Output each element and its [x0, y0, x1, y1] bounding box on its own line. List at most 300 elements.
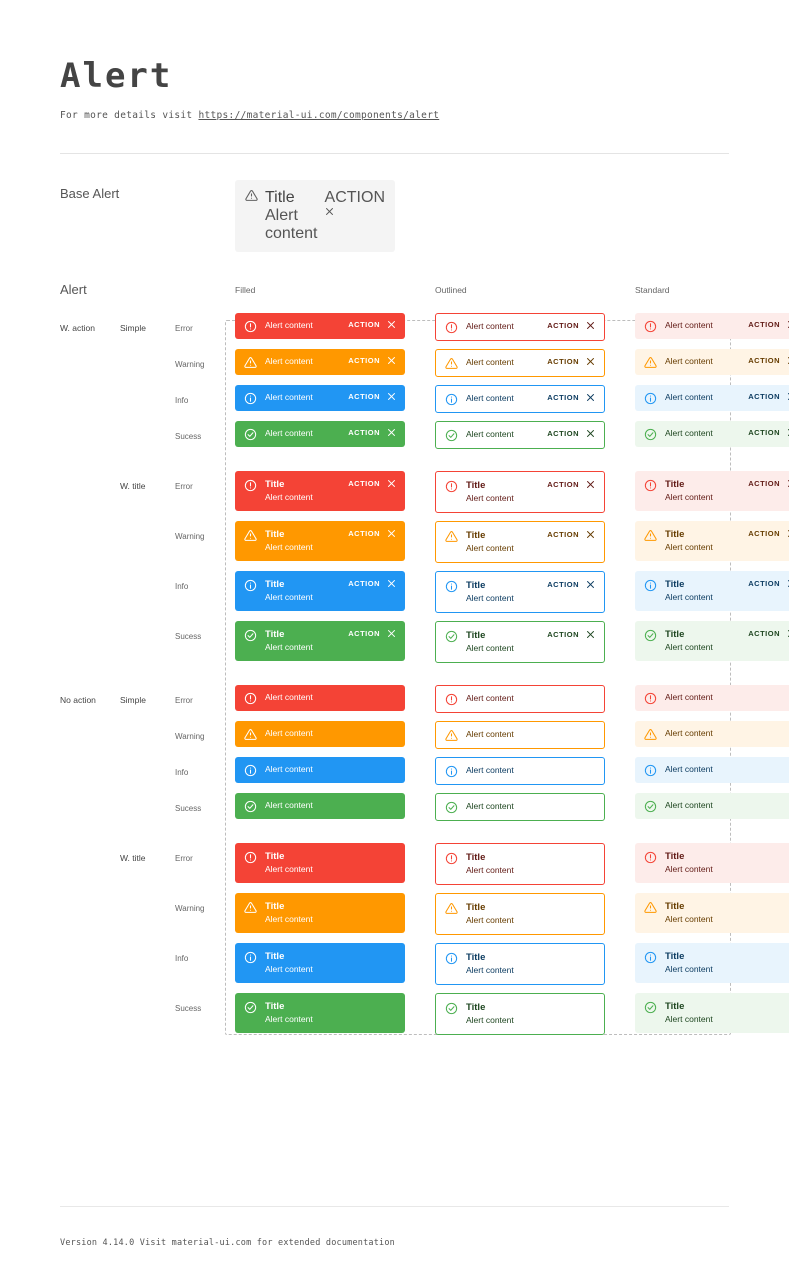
alert-action-button[interactable]: ACTION: [547, 393, 579, 402]
column-header-outlined: Outlined: [435, 284, 467, 295]
row-severity-label: Error: [175, 696, 193, 705]
alert-cell-standard: [635, 571, 789, 611]
alert-outlined-sucess[interactable]: [435, 621, 605, 663]
alert-cell-outlined: [435, 521, 605, 563]
alert-outlined-error[interactable]: [435, 313, 605, 341]
alert-matrix-row: [60, 421, 780, 449]
alert-action-button[interactable]: ACTION: [547, 580, 579, 589]
alert-content: Alert content: [466, 915, 514, 925]
alert-content: Alert content: [265, 800, 313, 810]
alert-title: Title: [466, 530, 486, 541]
alert-cell-filled: [235, 571, 405, 611]
alert-cell-outlined: [435, 993, 605, 1035]
row-severity-label: Info: [175, 954, 189, 963]
row-group-label: [60, 993, 120, 1003]
close-icon[interactable]: [387, 392, 396, 401]
alert-content: Alert content: [466, 865, 514, 875]
alert-title: Title: [265, 851, 285, 862]
alert-action-button[interactable]: ACTION: [748, 579, 780, 588]
alert-filled-sucess[interactable]: [235, 621, 405, 661]
alert-body: [265, 691, 396, 704]
alert-cell-standard: [635, 943, 789, 983]
check-circle-icon: [445, 1002, 458, 1015]
alert-outlined-info[interactable]: [435, 571, 605, 613]
alert-content: Alert content: [665, 692, 713, 702]
info-circle-icon: [445, 393, 458, 406]
alert-actions: [748, 528, 789, 538]
alert-title: Title: [265, 951, 285, 962]
alert-actions: [547, 392, 595, 402]
warning-triangle-icon: [445, 357, 458, 370]
row-group-label: [60, 793, 120, 803]
row-group-label: [60, 421, 120, 431]
alert-content: Alert content: [466, 693, 514, 703]
alert-body: [665, 427, 740, 440]
close-icon[interactable]: [387, 479, 396, 488]
alert-body: [466, 1001, 595, 1027]
alert-body: [265, 900, 396, 926]
alert-cell-standard: [635, 349, 789, 375]
alert-body: [265, 528, 340, 554]
close-icon[interactable]: [387, 428, 396, 437]
alert-content: Alert content: [265, 320, 313, 330]
error-circle-icon: [445, 321, 458, 334]
alert-body: [466, 692, 595, 705]
alert-matrix-row: [60, 571, 780, 613]
alert-standard-warning[interactable]: [635, 521, 789, 561]
row-kind-label: [120, 349, 175, 359]
alert-action-button[interactable]: ACTION: [348, 529, 380, 538]
alert-title: Title: [665, 629, 685, 640]
row-kind-label: W. title: [120, 853, 146, 863]
warning-triangle-icon: [445, 530, 458, 543]
alert-content: Alert content: [665, 642, 713, 652]
row-kind-label: Simple: [120, 323, 146, 333]
page-title: Alert: [60, 56, 173, 96]
alert-body: [466, 320, 539, 333]
error-circle-icon: [244, 320, 257, 333]
alert-content: Alert content: [665, 392, 713, 402]
alert-standard-error[interactable]: [635, 843, 789, 883]
alert-cell-standard: [635, 471, 789, 511]
alert-title: Title: [265, 479, 285, 490]
alert-title: Title: [665, 479, 685, 490]
alert-outlined-error[interactable]: [435, 471, 605, 513]
info-circle-icon: [644, 392, 657, 405]
alert-action-button[interactable]: ACTION: [748, 392, 780, 401]
alert-actions: [547, 629, 595, 639]
alert-content: Alert content: [466, 1015, 514, 1025]
alert-body: [265, 763, 396, 776]
close-icon[interactable]: [586, 630, 595, 639]
alert-content: Alert content: [466, 357, 514, 367]
alert-title: Title: [466, 952, 486, 963]
alert-cell-filled: [235, 943, 405, 983]
alert-actions: [748, 391, 789, 401]
alert-action-button[interactable]: ACTION: [348, 629, 380, 638]
error-circle-icon: [445, 852, 458, 865]
row-group-label: [60, 843, 120, 853]
alert-action-button[interactable]: ACTION: [547, 630, 579, 639]
close-icon[interactable]: [387, 356, 396, 365]
close-icon[interactable]: [387, 579, 396, 588]
alert-cell-outlined: [435, 471, 605, 513]
alert-content: Alert content: [265, 428, 313, 438]
alert-cell-standard: [635, 313, 789, 339]
row-group-label: [60, 721, 120, 731]
alert-filled-warning[interactable]: [235, 349, 405, 375]
error-circle-icon: [244, 692, 257, 705]
alert-body: [466, 901, 595, 927]
alert-outlined-sucess[interactable]: [435, 993, 605, 1035]
alert-title: Title: [466, 902, 486, 913]
alert-outlined-error[interactable]: [435, 685, 605, 713]
alert-cell-outlined: [435, 313, 605, 341]
alert-filled-error[interactable]: [235, 843, 405, 883]
alert-standard-info[interactable]: [635, 757, 789, 783]
base-alert-row: [60, 180, 729, 252]
alert-matrix-row: [60, 757, 729, 785]
alert-action-button[interactable]: ACTION: [547, 480, 579, 489]
alert-action-button[interactable]: ACTION: [348, 320, 380, 329]
alert-cell-filled: [235, 621, 405, 661]
alert-standard-warning[interactable]: [635, 893, 789, 933]
alert-cell-filled: [235, 685, 405, 711]
alert-actions: [348, 628, 396, 638]
alert-body: [466, 428, 539, 441]
alert-cell-outlined: [435, 621, 605, 663]
alert-content: Alert content: [466, 801, 514, 811]
alert-filled-sucess[interactable]: [235, 421, 405, 447]
alert-body: [265, 1000, 396, 1026]
close-icon[interactable]: [387, 529, 396, 538]
column-header-filled: Filled: [235, 284, 256, 295]
alert-filled-warning[interactable]: [235, 893, 405, 933]
info-circle-icon: [244, 764, 257, 777]
alert-standard-sucess[interactable]: [635, 621, 789, 661]
alert-matrix-row: [60, 685, 729, 713]
alert-actions: [547, 579, 595, 589]
alert-actions: [547, 529, 595, 539]
row-severity-label: Sucess: [175, 1004, 202, 1013]
alert-outlined-warning[interactable]: [435, 521, 605, 563]
alert-cell-outlined: [435, 843, 605, 885]
alert-action-button[interactable]: ACTION: [748, 529, 780, 538]
alert-cell-filled: [235, 421, 405, 447]
alert-filled-info[interactable]: [235, 757, 405, 783]
alert-outlined-error[interactable]: [435, 843, 605, 885]
alert-action-button[interactable]: ACTION: [348, 579, 380, 588]
alert-standard-warning[interactable]: [635, 349, 789, 375]
alert-cell-standard: [635, 685, 789, 711]
footer-divider: [60, 1206, 729, 1207]
alert-body: [466, 800, 595, 813]
warning-icon: [245, 189, 258, 202]
alert-content: Alert content: [466, 393, 514, 403]
alert-matrix-row: [60, 993, 729, 1035]
alert-actions: [748, 319, 789, 329]
error-circle-icon: [644, 320, 657, 333]
check-circle-icon: [644, 428, 657, 441]
alert-cell-outlined: [435, 571, 605, 613]
alert-body: [665, 578, 740, 604]
alert-standard-info[interactable]: [635, 571, 789, 611]
alert-standard-warning[interactable]: [635, 721, 789, 747]
alert-outlined-info[interactable]: [435, 757, 605, 785]
alert-title: Title: [466, 580, 486, 591]
alert-cell-filled: [235, 843, 405, 883]
alert-body: [265, 355, 340, 368]
alert-filled-sucess[interactable]: [235, 993, 405, 1033]
alert-action-button[interactable]: ACTION: [748, 428, 780, 437]
error-circle-icon: [644, 851, 657, 864]
alert-matrix-row: [60, 621, 780, 663]
alert-actions: [748, 478, 789, 488]
info-circle-icon: [244, 392, 257, 405]
alert-body: [265, 799, 396, 812]
alert-cell-filled: [235, 385, 405, 411]
warning-triangle-icon: [644, 529, 657, 542]
alert-filled-warning[interactable]: [235, 721, 405, 747]
row-group-label: [60, 943, 120, 953]
alert-title: Title: [265, 529, 285, 540]
alert-title: Title: [265, 579, 285, 590]
info-circle-icon: [445, 952, 458, 965]
alert-actions: [748, 628, 789, 638]
row-kind-label: Simple: [120, 695, 146, 705]
row-severity-label: Sucess: [175, 432, 202, 441]
base-alert[interactable]: [235, 180, 395, 252]
check-circle-icon: [445, 630, 458, 643]
alert-cell-standard: [635, 843, 789, 883]
alert-matrix-row: [60, 471, 780, 513]
alert-filled-warning[interactable]: [235, 521, 405, 561]
base-alert-action-button[interactable]: ACTION: [324, 189, 385, 206]
alert-cell-standard: [635, 793, 789, 819]
alert-content: Alert content: [665, 542, 713, 552]
row-severity-label: Error: [175, 482, 193, 491]
row-kind-label: [120, 621, 175, 631]
alert-body: [265, 950, 396, 976]
row-severity-label: Info: [175, 582, 189, 591]
close-icon[interactable]: [586, 580, 595, 589]
alert-body: [265, 478, 340, 504]
row-kind-label: [120, 943, 175, 953]
alert-action-button[interactable]: ACTION: [547, 357, 579, 366]
info-circle-icon: [244, 951, 257, 964]
alert-actions: [348, 427, 396, 437]
close-icon[interactable]: [586, 321, 595, 330]
footer-text: Version 4.14.0 Visit material-ui.com for extended documentation: [60, 1238, 395, 1248]
alert-cell-outlined: [435, 893, 605, 935]
check-circle-icon: [644, 800, 657, 813]
alert-filled-info[interactable]: [235, 385, 405, 411]
row-group-label: [60, 471, 120, 481]
warning-triangle-icon: [445, 729, 458, 742]
alert-actions: [348, 578, 396, 588]
alert-cell-filled: [235, 313, 405, 339]
alert-cell-standard: [635, 421, 789, 447]
alert-standard-error[interactable]: [635, 313, 789, 339]
info-circle-icon: [644, 764, 657, 777]
alert-filled-error[interactable]: [235, 471, 405, 511]
close-icon[interactable]: [387, 629, 396, 638]
alert-action-button[interactable]: ACTION: [748, 479, 780, 488]
base-alert-body: [265, 189, 318, 243]
matrix-rows: [60, 297, 780, 1035]
alert-content: Alert content: [665, 356, 713, 366]
row-severity-label: Error: [175, 324, 193, 333]
warning-triangle-icon: [244, 901, 257, 914]
row-kind-label: [120, 757, 175, 767]
alert-cell-filled: [235, 993, 405, 1033]
alert-outlined-sucess[interactable]: [435, 421, 605, 449]
alert-actions: [547, 356, 595, 366]
row-severity-label: Warning: [175, 904, 205, 913]
alert-body: [665, 950, 789, 976]
alert-filled-sucess[interactable]: [235, 793, 405, 819]
close-icon[interactable]: [586, 530, 595, 539]
row-severity-label: Error: [175, 854, 193, 863]
alert-action-button[interactable]: ACTION: [547, 530, 579, 539]
row-kind-label: [120, 521, 175, 531]
alert-action-button[interactable]: ACTION: [348, 392, 380, 401]
alert-cell-outlined: [435, 943, 605, 985]
alert-body: [466, 579, 539, 605]
alert-outlined-sucess[interactable]: [435, 793, 605, 821]
alert-action-button[interactable]: ACTION: [547, 321, 579, 330]
alert-standard-error[interactable]: [635, 471, 789, 511]
alert-action-button[interactable]: ACTION: [547, 429, 579, 438]
check-circle-icon: [445, 429, 458, 442]
alert-standard-error[interactable]: [635, 685, 789, 711]
close-icon[interactable]: [387, 320, 396, 329]
close-icon[interactable]: [325, 207, 385, 216]
alert-cell-filled: [235, 793, 405, 819]
row-group-label: [60, 621, 120, 631]
alert-cell-standard: [635, 721, 789, 747]
alert-filled-info[interactable]: [235, 943, 405, 983]
alert-action-button[interactable]: ACTION: [348, 356, 380, 365]
docs-link[interactable]: https://material-ui.com/components/alert: [198, 110, 440, 121]
alert-action-button[interactable]: ACTION: [748, 629, 780, 638]
alert-content: Alert content: [665, 728, 713, 738]
alert-action-button[interactable]: ACTION: [348, 428, 380, 437]
row-group-label: No action: [60, 695, 96, 705]
alert-action-button[interactable]: ACTION: [748, 320, 780, 329]
error-circle-icon: [644, 479, 657, 492]
alert-standard-sucess[interactable]: [635, 993, 789, 1033]
alert-body: [265, 850, 396, 876]
check-circle-icon: [445, 801, 458, 814]
alert-outlined-warning[interactable]: [435, 893, 605, 935]
alert-content: Alert content: [466, 965, 514, 975]
alert-body: [466, 629, 539, 655]
alert-content: Alert content: [265, 492, 313, 502]
close-icon[interactable]: [586, 429, 595, 438]
alert-outlined-info[interactable]: [435, 385, 605, 413]
alert-title: Title: [466, 852, 486, 863]
alert-standard-sucess[interactable]: [635, 793, 789, 819]
base-alert-content: Alert content: [265, 207, 318, 242]
alert-body: [466, 392, 539, 405]
alert-standard-info[interactable]: [635, 385, 789, 411]
row-group-label: W. action: [60, 323, 95, 333]
alert-content: Alert content: [665, 320, 713, 330]
row-group-label: [60, 893, 120, 903]
close-icon[interactable]: [586, 393, 595, 402]
alert-content: Alert content: [265, 692, 313, 702]
alert-actions: [348, 355, 396, 365]
alert-matrix-row: [60, 385, 780, 413]
alert-outlined-warning[interactable]: [435, 349, 605, 377]
row-group-label: [60, 349, 120, 359]
info-circle-icon: [445, 765, 458, 778]
alert-content: Alert content: [265, 914, 313, 924]
alert-content: Alert content: [665, 428, 713, 438]
alert-body: [665, 319, 740, 332]
alert-actions: [547, 479, 595, 489]
check-circle-icon: [244, 629, 257, 642]
alert-matrix-row: [60, 721, 729, 749]
alert-title: Title: [466, 480, 486, 491]
alert-filled-info[interactable]: [235, 571, 405, 611]
alert-body: [466, 728, 595, 741]
alert-standard-info[interactable]: [635, 943, 789, 983]
alert-content: Alert content: [466, 643, 514, 653]
row-severity-label: Sucess: [175, 804, 202, 813]
alert-outlined-info[interactable]: [435, 943, 605, 985]
alert-matrix-row: [60, 349, 780, 377]
alert-title: Title: [665, 1001, 685, 1012]
alert-body: [665, 628, 740, 654]
alert-outlined-warning[interactable]: [435, 721, 605, 749]
base-alert-section: [0, 180, 789, 252]
alert-content: Alert content: [466, 543, 514, 553]
row-kind-label: [120, 993, 175, 1003]
alert-body: [665, 900, 789, 926]
alert-filled-error[interactable]: [235, 685, 405, 711]
alert-action-button[interactable]: ACTION: [748, 356, 780, 365]
alert-action-button[interactable]: ACTION: [348, 479, 380, 488]
info-circle-icon: [644, 579, 657, 592]
close-icon[interactable]: [586, 357, 595, 366]
error-circle-icon: [244, 851, 257, 864]
alert-matrix-row: [60, 943, 729, 985]
alert-cell-standard: [635, 893, 789, 933]
alert-body: [665, 391, 740, 404]
alert-standard-sucess[interactable]: [635, 421, 789, 447]
alert-cell-outlined: [435, 685, 605, 713]
alert-body: [265, 727, 396, 740]
alert-actions: [748, 355, 789, 365]
alert-cell-filled: [235, 757, 405, 783]
base-alert-title: Title: [265, 189, 295, 206]
close-icon[interactable]: [586, 480, 595, 489]
check-circle-icon: [244, 428, 257, 441]
alert-body: [466, 764, 595, 777]
info-circle-icon: [644, 951, 657, 964]
alert-content: Alert content: [665, 800, 713, 810]
row-kind-label: W. title: [120, 481, 146, 491]
alert-actions: [348, 391, 396, 401]
alert-actions: [547, 320, 595, 330]
alert-cell-outlined: [435, 385, 605, 413]
error-circle-icon: [445, 693, 458, 706]
info-circle-icon: [445, 580, 458, 593]
alert-content: Alert content: [265, 964, 313, 974]
alert-filled-error[interactable]: [235, 313, 405, 339]
